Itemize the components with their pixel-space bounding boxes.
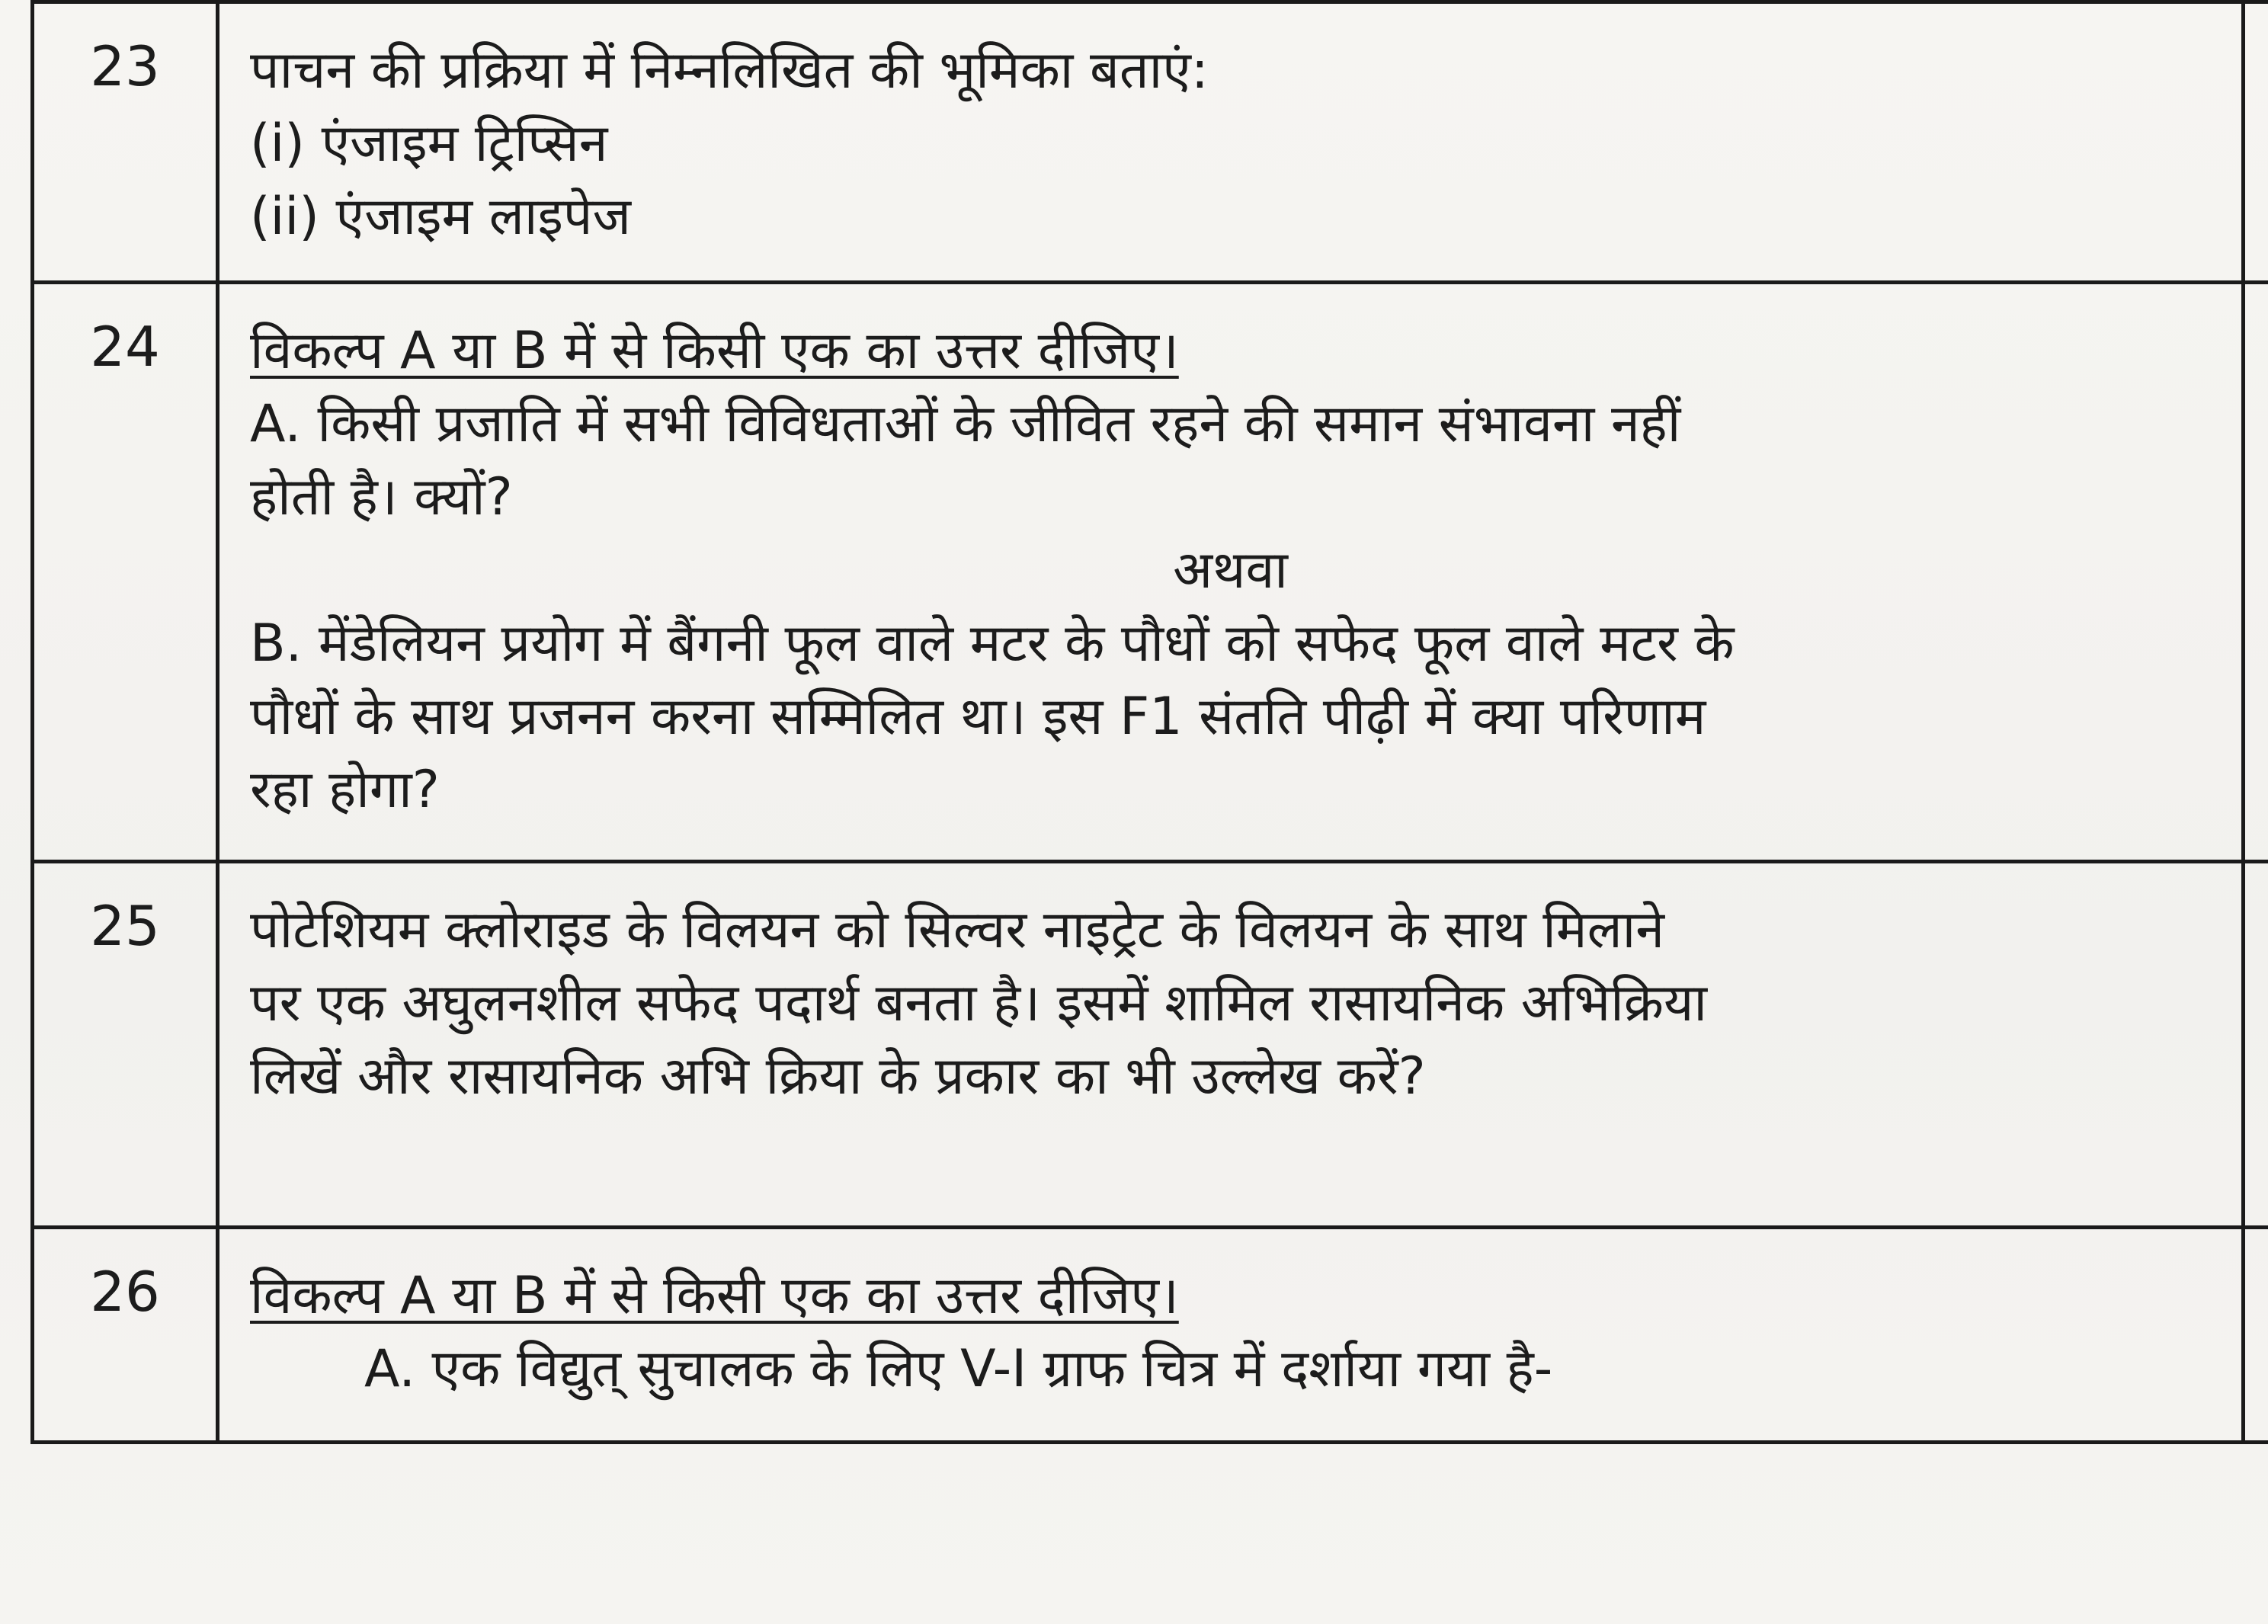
question-line: पोटेशियम क्लोराइड के विलयन को सिल्वर नाइट्रेट के विलयन के साथ मिलाने	[250, 900, 1665, 960]
question-row-26	[33, 1228, 2268, 1443]
question-line: (i) एंजाइम ट्रिप्सिन	[250, 114, 608, 174]
question-line: पाचन की प्रक्रिया में निम्नलिखित की भूमिका बताएं:	[250, 40, 1209, 101]
question-row-23	[33, 2, 2268, 283]
option-b-line: B. मेंडेलियन प्रयोग में बैंगनी फूल वाले मटर के पौधों को सफेद फूल वाले मटर के	[250, 613, 1735, 674]
question-number: 26	[33, 1228, 218, 1443]
question-row-25	[33, 862, 2268, 1228]
option-a-line: होती है। क्यों?	[250, 467, 513, 527]
question-number: 24	[33, 283, 218, 862]
question-row-24	[33, 283, 2268, 862]
question-text	[218, 1228, 2244, 1443]
question-line: पर एक अघुलनशील सफेद पदार्थ बनता है। इसमें शामिल रासायनिक अभिक्रिया	[250, 973, 1708, 1033]
option-a-line: A. किसी प्रजाति में सभी विविधताओं के जीवित रहने की समान संभावना नहीं	[250, 394, 1681, 454]
option-b-line: रहा होगा?	[250, 760, 440, 820]
or-separator: अथवा	[1173, 540, 1288, 601]
question-text	[218, 862, 2244, 1228]
margin-cell	[2244, 2, 2268, 283]
margin-cell	[2244, 283, 2268, 862]
question-text	[218, 283, 2244, 862]
choice-instruction: विकल्प A या B में से किसी एक का उत्तर दीजिए।	[250, 1266, 1179, 1326]
margin-cell	[2244, 862, 2268, 1228]
question-line: (ii) एंजाइम लाइपेज	[250, 187, 631, 247]
choice-instruction: विकल्प A या B में से किसी एक का उत्तर दीजिए।	[250, 321, 1179, 381]
margin-cell	[2244, 1228, 2268, 1443]
question-number: 25	[33, 862, 218, 1228]
option-b-line: पौधों के साथ प्रजनन करना सम्मिलित था। इस F1 संतति पीढ़ी में क्या परिणाम	[250, 687, 1706, 747]
question-line: लिखें और रासायनिक अभि क्रिया के प्रकार का भी उल्लेख करें?	[250, 1046, 1426, 1107]
question-number: 23	[33, 2, 218, 283]
question-table	[30, 0, 2268, 1444]
question-text	[218, 2, 2244, 283]
option-a-line: A. एक विद्युत् सुचालक के लिए V-I ग्राफ चित्र में दर्शाया गया है-	[364, 1339, 1553, 1399]
